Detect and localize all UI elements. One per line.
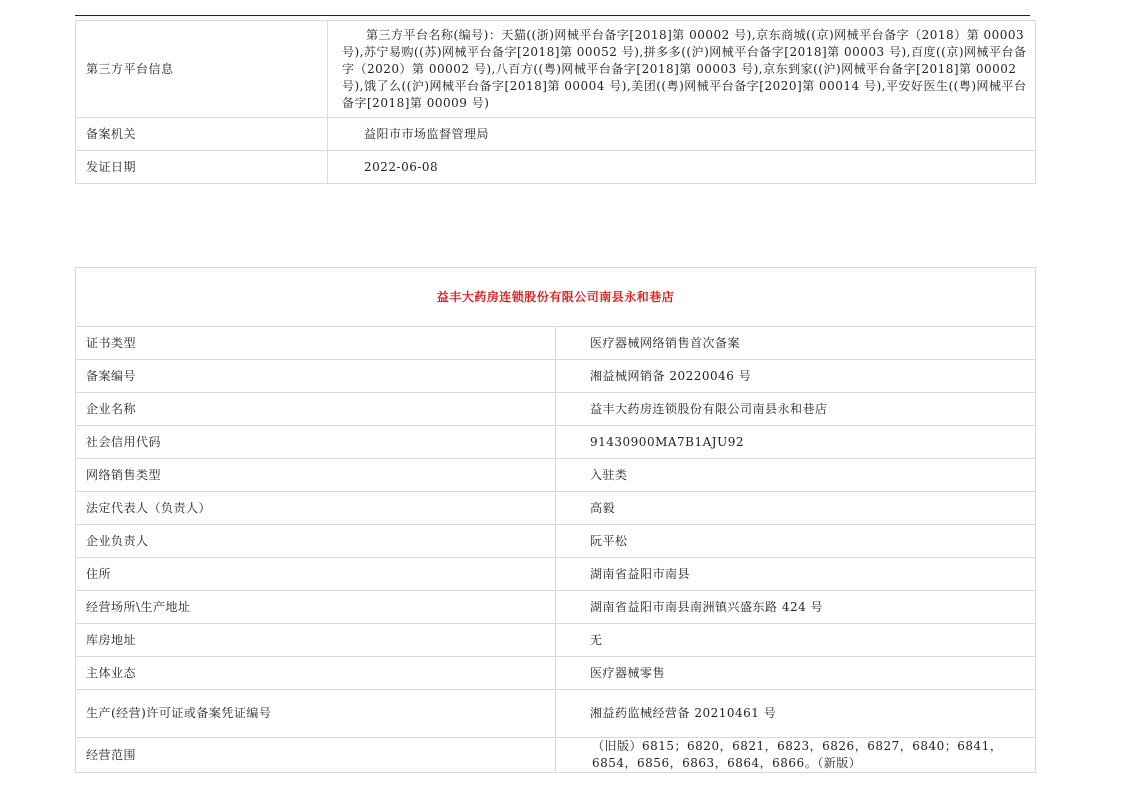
warehouse-address-label: 库房地址 <box>76 624 556 657</box>
license-number-label: 生产(经营)许可证或备案凭证编号 <box>76 690 556 738</box>
business-address-value: 湖南省益阳市南县南洲镇兴盛东路 424 号 <box>556 591 1036 624</box>
issue-date-value: 2022-06-08 <box>328 151 1036 184</box>
table-header-row <box>76 268 1036 327</box>
filing-number-label: 备案编号 <box>76 360 556 393</box>
filing-authority-label: 备案机关 <box>76 118 328 151</box>
company-title: 益丰大药房连锁股份有限公司南县永和巷店 <box>76 268 1036 327</box>
license-number-value: 湘益药监械经营备 20210461 号 <box>556 690 1036 738</box>
company-name-value: 益丰大药房连锁股份有限公司南县永和巷店 <box>556 393 1036 426</box>
filing-authority-value: 益阳市市场监督管理局 <box>328 118 1036 151</box>
business-format-label: 主体业态 <box>76 657 556 690</box>
platform-info-label: 第三方平台信息 <box>76 21 328 118</box>
certificate-type-label: 证书类型 <box>76 327 556 360</box>
credit-code-value: 91430900MA7B1AJU92 <box>556 426 1036 459</box>
issue-date-label: 发证日期 <box>76 151 328 184</box>
business-scope-label: 经营范围 <box>76 738 556 773</box>
table-row <box>76 492 1036 525</box>
company-manager-label: 企业负责人 <box>76 525 556 558</box>
company-manager-value: 阮平松 <box>556 525 1036 558</box>
business-format-value: 医疗器械零售 <box>556 657 1036 690</box>
top-rule <box>75 15 1030 16</box>
table-row <box>76 459 1036 492</box>
certificate-type-value: 医疗器械网络销售首次备案 <box>556 327 1036 360</box>
table-row <box>76 525 1036 558</box>
table-row <box>76 118 1036 151</box>
table-row <box>76 21 1036 118</box>
table-row <box>76 690 1036 738</box>
business-scope-value: （旧版）6815；6820，6821，6823，6826，6827，6840；6841，6854，6856，6863，6864，6866。（新版） <box>556 738 1036 773</box>
filing-record-table <box>75 267 1036 773</box>
residence-value: 湖南省益阳市南县 <box>556 558 1036 591</box>
sales-type-value: 入驻类 <box>556 459 1036 492</box>
residence-label: 住所 <box>76 558 556 591</box>
company-name-label: 企业名称 <box>76 393 556 426</box>
filing-number-value: 湘益械网销备 20220046 号 <box>556 360 1036 393</box>
table-row <box>76 426 1036 459</box>
platform-info-value: 第三方平台名称(编号)：天猫((浙)网械平台备字[2018]第 00002 号),京东商城((京)网械平台备字（2018）第 00003 号),苏宁易购((苏)网械平台备字[2018]第 00052 号),拼多多((沪)网械平台备字[2018]第 00003 号),百度((京)网械平台备字（2020）第 00002 号),八百方((粤)网械平台备字[2018]第 00003 号),京东到家((沪)网械平台备字[2018]第 00002 号),饿了么((沪)网械平台备字[2018]第 00004 号),美团((粤)网械平台备字[2020]第 00014 号),平安好医生((粤)网械平台备字[2018]第 00009 号) <box>328 21 1036 118</box>
business-address-label: 经营场所\生产地址 <box>76 591 556 624</box>
table-row <box>76 591 1036 624</box>
table-row <box>76 327 1036 360</box>
table-row <box>76 657 1036 690</box>
table-row <box>76 360 1036 393</box>
table-row <box>76 558 1036 591</box>
credit-code-label: 社会信用代码 <box>76 426 556 459</box>
platform-info-table <box>75 20 1036 184</box>
table-row <box>76 393 1036 426</box>
table-row <box>76 151 1036 184</box>
table-row <box>76 624 1036 657</box>
sales-type-label: 网络销售类型 <box>76 459 556 492</box>
legal-rep-value: 高毅 <box>556 492 1036 525</box>
warehouse-address-value: 无 <box>556 624 1036 657</box>
table-row <box>76 738 1036 773</box>
legal-rep-label: 法定代表人（负责人） <box>76 492 556 525</box>
